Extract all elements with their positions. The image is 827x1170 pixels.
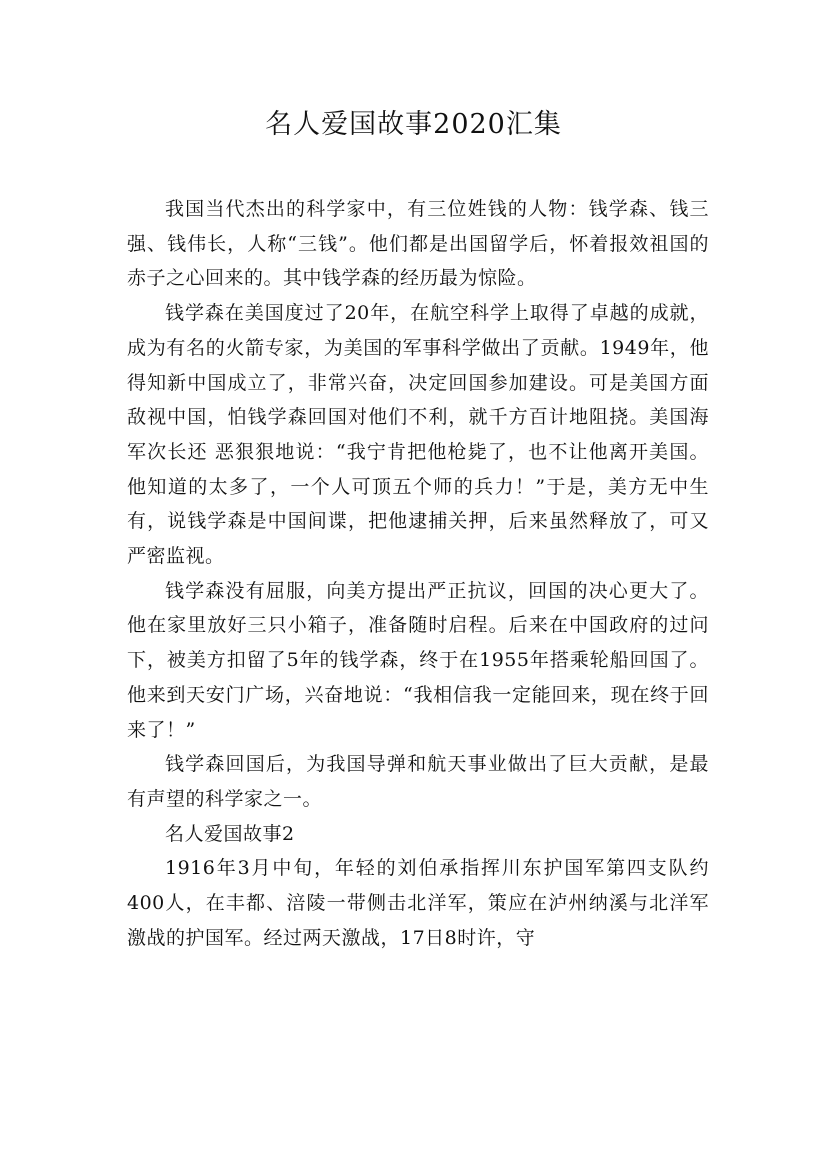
paragraph-qian-contribution: 钱学森回国后，为我国导弹和航天事业做出了巨大贡献，是最有声望的科学家之一。: [127, 753, 709, 810]
paragraph-qian-in-usa: 钱学森在美国度过了20年，在航空科学上取得了卓越的成就，成为有名的火箭专家，为美国的军事科学做出了贡献。1949年，他得知新中国成立了，非常兴奋，决定回国参加建设。可是美国方面敌视中国，怕钱学森回国对他们不利，就千方百计地阻挠。美国海军次长还 恶狠狠地说：“我宁肯把他枪毙了，也不让他离开美国。他知道的太多了，一个人可顶五个师的兵力！”于是，美方无中生有，说钱学森是中国间谍，把他逮捕关押，后来虽然释放了，可又严密监视。: [127, 302, 709, 568]
document-title: 名人爱国故事2020汇集: [265, 109, 562, 140]
section-heading-story-2: 名人爱国故事2: [165, 822, 295, 845]
paragraph-liu-bocheng: 1916年3月中旬，年轻的刘伯承指挥川东护国军第四支队约400人，在丰都、涪陵一带侧击北洋军，策应在泸州纳溪与北洋军激战的护国军。经过两天激战，17日8时许，守: [127, 857, 709, 949]
paragraph-qian-return: 钱学森没有屈服，向美方提出严正抗议，回国的决心更大了。他在家里放好三只小箱子，准备随时启程。后来在中国政府的过问下，被美方扣留了5年的钱学森，终于在1955年搭乘轮船回国了。他来到天安门广场，兴奋地说：“我相信我一定能回来，现在终于回来了！”: [127, 579, 709, 741]
paragraph-intro: 我国当代杰出的科学家中，有三位姓钱的人物：钱学森、钱三强、钱伟长，人称“三钱”。他们都是出国留学后，怀着报效祖国的赤子之心回来的。其中钱学森的经历最为惊险。: [127, 198, 709, 290]
document-body: [127, 192, 709, 955]
